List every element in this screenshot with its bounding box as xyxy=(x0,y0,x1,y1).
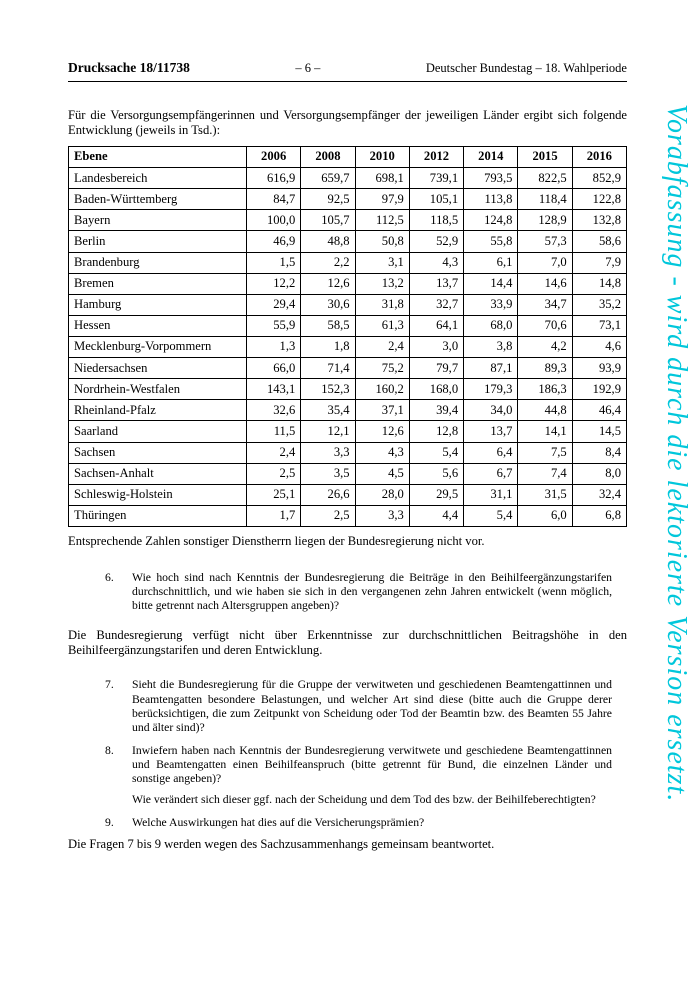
value-cell: 100,0 xyxy=(247,210,301,231)
page-header xyxy=(68,60,627,76)
value-cell: 25,1 xyxy=(247,484,301,505)
value-cell: 122,8 xyxy=(572,189,626,210)
row-label-cell: Sachsen xyxy=(69,442,247,463)
value-cell: 105,1 xyxy=(409,189,463,210)
column-header-year: 2012 xyxy=(409,146,463,167)
value-cell: 739,1 xyxy=(409,168,463,189)
value-cell: 33,9 xyxy=(464,294,518,315)
watermark-vorabfassung: Vorabfassung - wird durch die lektorierte Version ersetzt. xyxy=(661,104,692,803)
value-cell: 71,4 xyxy=(301,358,355,379)
table-row xyxy=(69,273,627,294)
table-row xyxy=(69,252,627,273)
value-cell: 3,0 xyxy=(409,336,463,357)
row-label-cell: Brandenburg xyxy=(69,252,247,273)
value-cell: 75,2 xyxy=(355,358,409,379)
question-9-number: 9. xyxy=(105,815,114,829)
answer-7-9-paragraph: Die Fragen 7 bis 9 werden wegen des Sachzusammenhangs gemeinsam beantwortet. xyxy=(68,836,495,851)
value-cell: 6,4 xyxy=(464,442,518,463)
header-divider xyxy=(68,81,627,82)
value-cell: 3,3 xyxy=(301,442,355,463)
value-cell: 793,5 xyxy=(464,168,518,189)
table-body xyxy=(69,168,627,527)
value-cell: 3,1 xyxy=(355,252,409,273)
row-label-cell: Mecklenburg-Vorpommern xyxy=(69,336,247,357)
table-row xyxy=(69,484,627,505)
table-row xyxy=(69,358,627,379)
value-cell: 2,2 xyxy=(301,252,355,273)
question-7-number: 7. xyxy=(105,678,114,692)
table-row xyxy=(69,400,627,421)
value-cell: 92,5 xyxy=(301,189,355,210)
value-cell: 89,3 xyxy=(518,358,572,379)
table-header-row xyxy=(69,146,627,167)
value-cell: 55,8 xyxy=(464,231,518,252)
value-cell: 113,8 xyxy=(464,189,518,210)
table-row xyxy=(69,379,627,400)
value-cell: 12,6 xyxy=(301,273,355,294)
table-row xyxy=(69,336,627,357)
value-cell: 32,7 xyxy=(409,294,463,315)
value-cell: 64,1 xyxy=(409,315,463,336)
value-cell: 6,8 xyxy=(572,505,626,526)
column-header-ebene: Ebene xyxy=(69,146,247,167)
value-cell: 4,2 xyxy=(518,336,572,357)
value-cell: 128,9 xyxy=(518,210,572,231)
data-table xyxy=(68,146,627,527)
value-cell: 87,1 xyxy=(464,358,518,379)
value-cell: 168,0 xyxy=(409,379,463,400)
column-header-year: 2008 xyxy=(301,146,355,167)
value-cell: 73,1 xyxy=(572,315,626,336)
doc-number: 18/11738 xyxy=(139,60,190,75)
value-cell: 70,6 xyxy=(518,315,572,336)
table-row xyxy=(69,421,627,442)
table-row xyxy=(69,315,627,336)
doc-label: Drucksache xyxy=(68,60,137,75)
value-cell: 4,5 xyxy=(355,463,409,484)
row-label-cell: Nordrhein-Westfalen xyxy=(69,379,247,400)
value-cell: 12,8 xyxy=(409,421,463,442)
table-row xyxy=(69,294,627,315)
value-cell: 118,4 xyxy=(518,189,572,210)
value-cell: 2,4 xyxy=(355,336,409,357)
table-row xyxy=(69,505,627,526)
row-label-cell: Landesbereich xyxy=(69,168,247,189)
table-row xyxy=(69,463,627,484)
value-cell: 1,8 xyxy=(301,336,355,357)
value-cell: 31,8 xyxy=(355,294,409,315)
value-cell: 14,5 xyxy=(572,421,626,442)
value-cell: 14,1 xyxy=(518,421,572,442)
table-row xyxy=(69,210,627,231)
column-header-year: 2014 xyxy=(464,146,518,167)
question-8-texts xyxy=(132,744,612,807)
column-header-year: 2006 xyxy=(247,146,301,167)
value-cell: 186,3 xyxy=(518,379,572,400)
column-header-year: 2016 xyxy=(572,146,626,167)
value-cell: 12,6 xyxy=(355,421,409,442)
value-cell: 179,3 xyxy=(464,379,518,400)
row-label-cell: Hamburg xyxy=(69,294,247,315)
value-cell: 7,4 xyxy=(518,463,572,484)
value-cell: 192,9 xyxy=(572,379,626,400)
value-cell: 52,9 xyxy=(409,231,463,252)
value-cell: 2,4 xyxy=(247,442,301,463)
doc-reference xyxy=(68,60,190,76)
value-cell: 12,2 xyxy=(247,273,301,294)
value-cell: 34,0 xyxy=(464,400,518,421)
value-cell: 13,7 xyxy=(409,273,463,294)
value-cell: 28,0 xyxy=(355,484,409,505)
value-cell: 698,1 xyxy=(355,168,409,189)
value-cell: 2,5 xyxy=(301,505,355,526)
value-cell: 852,9 xyxy=(572,168,626,189)
header-right-title: Deutscher Bundestag – 18. Wahlperiode xyxy=(425,61,627,75)
value-cell: 3,3 xyxy=(355,505,409,526)
value-cell: 7,5 xyxy=(518,442,572,463)
value-cell: 3,5 xyxy=(301,463,355,484)
table-row xyxy=(69,442,627,463)
row-label-cell: Thüringen xyxy=(69,505,247,526)
value-cell: 7,0 xyxy=(518,252,572,273)
value-cell: 11,5 xyxy=(247,421,301,442)
row-label-cell: Sachsen-Anhalt xyxy=(69,463,247,484)
value-cell: 39,4 xyxy=(409,400,463,421)
table-row xyxy=(69,168,627,189)
value-cell: 14,8 xyxy=(572,273,626,294)
intro-paragraph: Für die Versorgungsempfängerinnen und Versorgungsempfänger der jeweiligen Länder ergibt sich folgende Entwicklung (jeweils in Tsd.): xyxy=(68,108,627,138)
value-cell: 7,9 xyxy=(572,252,626,273)
row-label-cell: Rheinland-Pfalz xyxy=(69,400,247,421)
value-cell: 4,3 xyxy=(355,442,409,463)
value-cell: 68,0 xyxy=(464,315,518,336)
question-8-text-2: Wie verändert sich dieser ggf. nach der Scheidung und dem Tod des bzw. der Beihilfeberechtigten? xyxy=(132,792,596,806)
table-row xyxy=(69,231,627,252)
value-cell: 4,4 xyxy=(409,505,463,526)
value-cell: 31,5 xyxy=(518,484,572,505)
question-6 xyxy=(105,571,612,613)
column-header-year: 2010 xyxy=(355,146,409,167)
value-cell: 12,1 xyxy=(301,421,355,442)
value-cell: 1,7 xyxy=(247,505,301,526)
row-label-cell: Hessen xyxy=(69,315,247,336)
value-cell: 5,4 xyxy=(464,505,518,526)
value-cell: 32,4 xyxy=(572,484,626,505)
row-label-cell: Berlin xyxy=(69,231,247,252)
value-cell: 124,8 xyxy=(464,210,518,231)
value-cell: 14,4 xyxy=(464,273,518,294)
value-cell: 79,7 xyxy=(409,358,463,379)
value-cell: 34,7 xyxy=(518,294,572,315)
value-cell: 1,3 xyxy=(247,336,301,357)
value-cell: 93,9 xyxy=(572,358,626,379)
value-cell: 29,5 xyxy=(409,484,463,505)
value-cell: 84,7 xyxy=(247,189,301,210)
row-label-cell: Niedersachsen xyxy=(69,358,247,379)
value-cell: 2,5 xyxy=(247,463,301,484)
value-cell: 32,6 xyxy=(247,400,301,421)
value-cell: 58,5 xyxy=(301,315,355,336)
value-cell: 31,1 xyxy=(464,484,518,505)
column-header-year: 2015 xyxy=(518,146,572,167)
value-cell: 5,4 xyxy=(409,442,463,463)
value-cell: 822,5 xyxy=(518,168,572,189)
value-cell: 97,9 xyxy=(355,189,409,210)
value-cell: 143,1 xyxy=(247,379,301,400)
value-cell: 8,0 xyxy=(572,463,626,484)
value-cell: 37,1 xyxy=(355,400,409,421)
value-cell: 1,5 xyxy=(247,252,301,273)
value-cell: 4,3 xyxy=(409,252,463,273)
value-cell: 58,6 xyxy=(572,231,626,252)
value-cell: 61,3 xyxy=(355,315,409,336)
value-cell: 57,3 xyxy=(518,231,572,252)
page-number: – 6 – xyxy=(295,61,321,75)
value-cell: 46,4 xyxy=(572,400,626,421)
table-row xyxy=(69,189,627,210)
value-cell: 46,9 xyxy=(247,231,301,252)
question-9 xyxy=(105,816,612,830)
value-cell: 30,6 xyxy=(301,294,355,315)
page-content xyxy=(68,108,627,852)
question-8-text: Inwiefern haben nach Kenntnis der Bundesregierung verwitwete und geschiedene Beamtengattinnen und Beamtengatten einen Beihilfeanspruch (bitte getrennt für Bund, die einzelnen Länder und sonstige angeben)? xyxy=(132,743,612,785)
question-6-text: Wie hoch sind nach Kenntnis der Bundesregierung die Beiträge in den Beihilfeergänzungstarifen durchschnittlich, und wie haben sie sich in den vergangenen zehn Jahren entwickelt (wenn möglich, bitte getrennt nach Altersgruppen angeben)? xyxy=(132,571,612,613)
row-label-cell: Schleswig-Holstein xyxy=(69,484,247,505)
value-cell: 26,6 xyxy=(301,484,355,505)
value-cell: 35,2 xyxy=(572,294,626,315)
value-cell: 659,7 xyxy=(301,168,355,189)
value-cell: 48,8 xyxy=(301,231,355,252)
value-cell: 55,9 xyxy=(247,315,301,336)
question-8-number: 8. xyxy=(105,743,114,757)
value-cell: 6,1 xyxy=(464,252,518,273)
value-cell: 3,8 xyxy=(464,336,518,357)
value-cell: 8,4 xyxy=(572,442,626,463)
row-label-cell: Saarland xyxy=(69,421,247,442)
question-7 xyxy=(105,678,612,734)
value-cell: 4,6 xyxy=(572,336,626,357)
row-label-cell: Baden-Württemberg xyxy=(69,189,247,210)
row-label-cell: Bremen xyxy=(69,273,247,294)
value-cell: 616,9 xyxy=(247,168,301,189)
question-9-text: Welche Auswirkungen hat dies auf die Versicherungsprämien? xyxy=(132,815,425,829)
value-cell: 160,2 xyxy=(355,379,409,400)
value-cell: 118,5 xyxy=(409,210,463,231)
value-cell: 6,0 xyxy=(518,505,572,526)
value-cell: 112,5 xyxy=(355,210,409,231)
value-cell: 66,0 xyxy=(247,358,301,379)
question-8 xyxy=(105,744,612,807)
row-label-cell: Bayern xyxy=(69,210,247,231)
value-cell: 29,4 xyxy=(247,294,301,315)
value-cell: 44,8 xyxy=(518,400,572,421)
after-table-paragraph: Entsprechende Zahlen sonstiger Dienstherrn liegen der Bundesregierung nicht vor. xyxy=(68,533,485,548)
value-cell: 105,7 xyxy=(301,210,355,231)
value-cell: 6,7 xyxy=(464,463,518,484)
value-cell: 13,7 xyxy=(464,421,518,442)
value-cell: 5,6 xyxy=(409,463,463,484)
question-6-number: 6. xyxy=(105,571,114,585)
value-cell: 132,8 xyxy=(572,210,626,231)
value-cell: 50,8 xyxy=(355,231,409,252)
value-cell: 14,6 xyxy=(518,273,572,294)
answer-6-paragraph: Die Bundesregierung verfügt nicht über Erkenntnisse zur durchschnittlichen Beitragshöhe in den Beihilfeergänzungstarifen und deren Entwicklung. xyxy=(68,627,627,657)
value-cell: 152,3 xyxy=(301,379,355,400)
value-cell: 35,4 xyxy=(301,400,355,421)
question-7-text: Sieht die Bundesregierung für die Gruppe der verwitweten und geschiedenen Beamtengattinnen und Beamtengatten besondere Belastungen, und welcher Art sind diese (bitte auch die Gruppe derer berücksichtigen, die zum Zeitpunkt von Scheidung oder Tod der Beamtin bzw. des Beamten 55 Jahre und älter sind)? xyxy=(132,678,612,734)
value-cell: 13,2 xyxy=(355,273,409,294)
